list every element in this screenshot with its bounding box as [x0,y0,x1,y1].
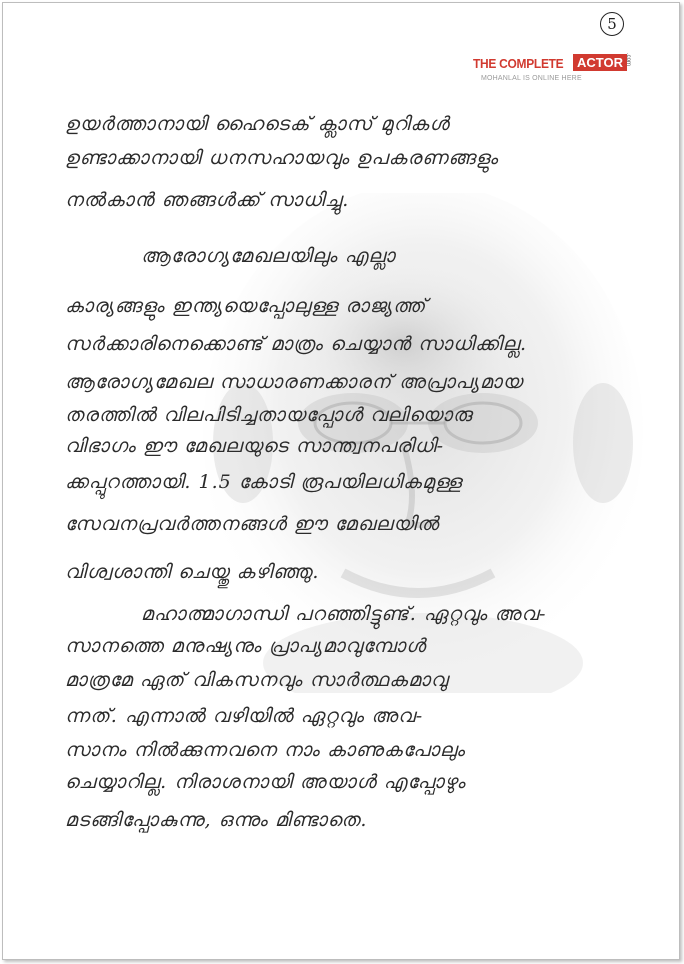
handwritten-line: കാര്യങ്ങളും ഇന്ത്യയെപ്പോലുള്ള രാജ്യത്ത് [65,295,427,317]
handwritten-line: നൽകാൻ ഞങ്ങൾക്ക് സാധിച്ചു. [65,189,350,211]
logo-brand-box: ACTOR [573,54,627,71]
site-logo [473,53,663,103]
logo-tagline: MOHANLAL IS ONLINE HERE [481,75,582,82]
handwritten-line: സാനത്തെ മനുഷ്യനും പ്രാപ്യമാവുമ്പോൾ [65,635,427,657]
handwritten-line: തരത്തിൽ വിലപിടിച്ചതായപ്പോൾ വലിയൊരു [65,404,473,426]
logo-brand-suffix: .com [625,53,631,67]
page-number: 5 [600,12,624,36]
logo-brand-text: THE COMPLETE [473,56,564,71]
handwritten-line: ഉണ്ടാക്കാനായി ധനസഹായവും ഉപകരണങ്ങളും [65,147,499,169]
handwritten-line: ചെയ്യാറില്ല. നിരാശനായി അയാൾ എപ്പോഴും [65,771,466,793]
handwritten-line: ക്കപ്പുറത്തായി. 1.5 കോടി രൂപയിലധികമുള്ള [65,471,463,493]
handwritten-line: മഹാത്മാഗാന്ധി പറഞ്ഞിട്ടുണ്ട്. ഏറ്റവും അവ- [141,603,547,625]
handwritten-line: സേവനപ്രവർത്തനങ്ങൾ ഈ മേഖലയിൽ [65,513,440,535]
handwritten-line: മടങ്ങിപ്പോകുന്നു, ഒന്നും മിണ്ടാതെ. [65,809,368,831]
handwritten-line: ഉയർത്താനായി ഹൈടെക് ക്ലാസ് മുറികൾ [65,113,450,135]
document-page [2,2,680,960]
handwritten-line: വിഭാഗം ഈ മേഖലയുടെ സാന്ത്വനപരിധി- [65,435,445,457]
handwritten-line: മാത്രമേ ഏത് വികസനവും സാർത്ഥകമാവു [65,669,449,691]
handwritten-line: വിശ്വശാന്തി ചെയ്തു കഴിഞ്ഞു. [65,561,320,583]
handwritten-line: ആരോഗ്യമേഖല സാധാരണക്കാരന് അപ്രാപ്യമായ [65,371,523,393]
handwritten-line: ന്നത്. എന്നാൽ വഴിയിൽ ഏറ്റവും അവ- [65,705,424,727]
handwritten-line: ആരോഗ്യമേഖലയിലും എല്ലാ [141,245,396,267]
handwritten-line: സാനം നിൽക്കുന്നവനെ നാം കാണുകപോലും [65,739,466,761]
handwritten-line: സർക്കാരിനെക്കൊണ്ട് മാത്രം ചെയ്യാൻ സാധിക്കില്ല. [65,333,528,355]
